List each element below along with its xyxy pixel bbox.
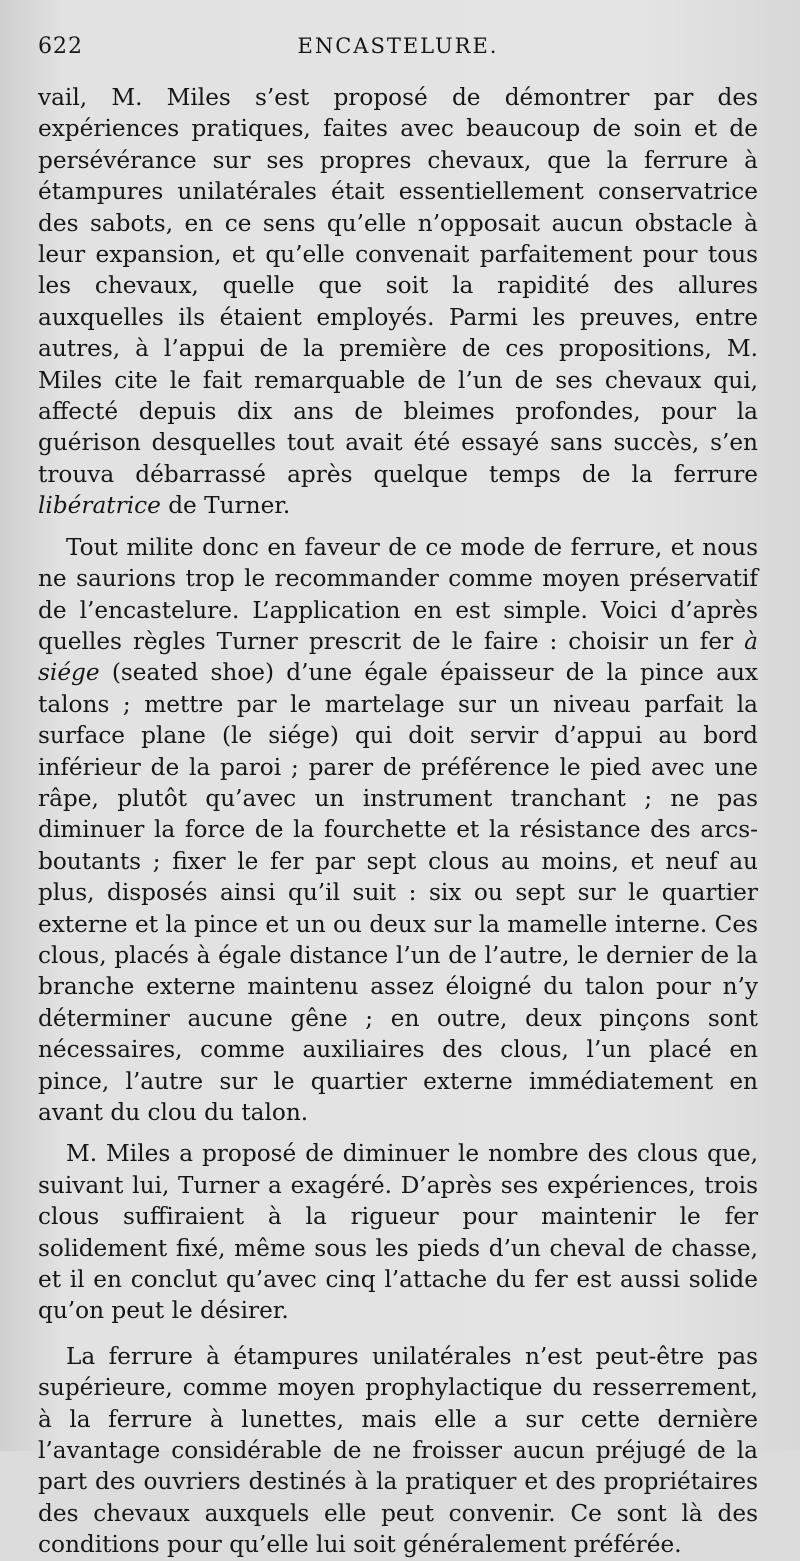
paragraph-3-text: M. Miles a proposé de diminuer le nombre des clous que, suivant lui, Turner a exagéré. D’après ses expériences, trois clous suffiraient à la rigueur pour maintenir le fer solidement fixé, même sous les pieds d’un cheval de chasse, et il en conclut qu’avec cinq l’attache du fer est aussi solide qu’on peut le désirer. <box>38 1140 758 1325</box>
paragraph-1 <box>38 82 758 522</box>
paragraph-4-text: La ferrure à étampures unilatérales n’est peut-être pas supérieure, comme moyen prophylactique du resserrement, à la ferrure à lunettes, mais elle a sur cette dernière l’avantage considérable de ne froisser aucun préjugé de la part des ouvriers destinés à la pratiquer et des propriétaires des chevaux auxquels elle peut convenir. Ce sont là des conditions pour qu’elle lui soit généralement préférée. <box>38 1342 758 1559</box>
paragraph-1-text: vail, M. Miles s’est proposé de démontrer par des expériences pratiques, faites avec beaucoup de soin et de persévérance sur ses propres chevaux, que la ferrure à étampures unilatérales était essentiellement conservatrice des sabots, en ce sens qu’elle n’opposait aucun obstacle à leur expansion, et qu’elle convenait parfaitement pour tous les chevaux, quelle que soit la rapidité des allures auxquelles ils étaient employés. Parmi les preuves, entre autres, à l’appui de la première de ces propositions, M. Miles cite le fait remarquable de l’un de ses chevaux qui, affecté depuis dix ans de bleimes profondes, pour la guérison desquelles tout avait été essayé sans succès, s’en trouva débarrassé après quelque temps de la ferrure <box>38 84 758 488</box>
running-head <box>38 30 758 70</box>
paragraph-2-text-b: (seated shoe) d’une égale épaisseur de la pince aux talons ; mettre par le martelage sur un niveau parfait la surface plane (le siége) qui doit servir d’appui au bord inférieur de la paroi ; parer de préférence le pied avec une râpe, plutôt qu’avec un instrument tranchant ; ne pas diminuer la force de la fourchette et la résistance des arcs-boutants ; fixer le fer par sept clous au moins, et neuf au plus, disposés ainsi qu’il suit : six ou sept sur le quartier externe et la pince et un ou deux sur la mamelle interne. Ces clous, placés à égale distance l’un de l’autre, le dernier de la branche externe maintenu assez éloigné du talon pour n’y déterminer aucune gêne ; en outre, deux pinçons sont nécessaires, comme auxiliaires des clous, l’un placé en pince, l’autre sur le quartier externe immédiatement en avant du clou du talon. <box>38 659 758 1126</box>
paragraph-1-tail: de Turner. <box>160 492 291 520</box>
paragraph-2-text-a: Tout milite donc en faveur de ce mode de ferrure, et nous ne saurions trop le recommander comme moyen préservatif de l’encastelure. L’application en est simple. Voici d’après quelles règles Turner prescrit de le faire : choisir un fer <box>38 533 758 655</box>
page-number: 622 <box>38 34 83 59</box>
running-title: ENCASTELURE. <box>297 34 499 58</box>
paragraph-4 <box>38 1341 758 1561</box>
paragraph-2-italic: à siége <box>38 627 758 687</box>
paragraph-2 <box>38 532 758 1129</box>
body-text <box>38 82 758 1561</box>
paragraph-1-italic: libératrice <box>38 492 161 520</box>
paragraph-3 <box>38 1138 758 1326</box>
